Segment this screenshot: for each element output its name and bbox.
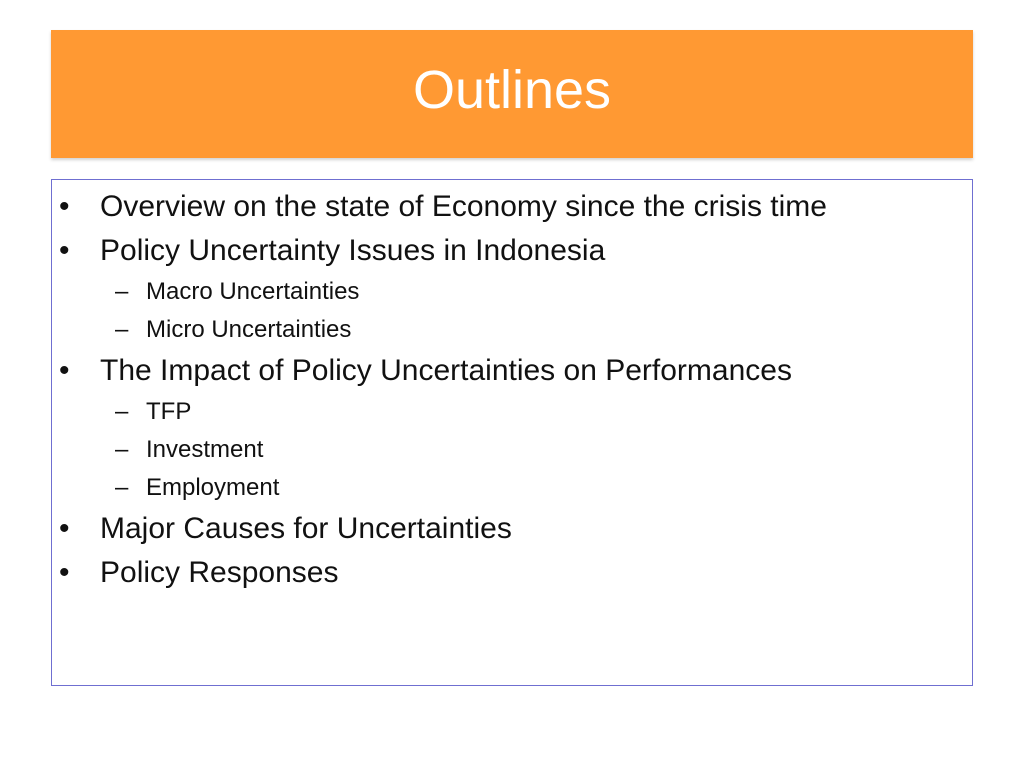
sub-list-item-text: Macro Uncertainties [146, 278, 360, 305]
dash-icon: – [115, 436, 129, 463]
title-bar [51, 30, 973, 158]
bullet-icon: • [59, 556, 70, 589]
sub-list-item [52, 314, 972, 345]
bullet-icon: • [59, 234, 70, 267]
list-item-text: Overview on the state of Economy since the crisis time [100, 190, 827, 223]
outline-list [52, 188, 972, 591]
sub-list-item [52, 434, 972, 465]
sub-list-item-text: Investment [146, 436, 264, 463]
bullet-icon: • [59, 512, 70, 545]
list-item [52, 352, 972, 389]
list-item-text: Policy Uncertainty Issues in Indonesia [100, 234, 606, 267]
list-item [52, 188, 972, 225]
list-item-text: The Impact of Policy Uncertainties on Performances [100, 354, 792, 387]
list-item [52, 510, 972, 547]
list-item [52, 232, 972, 269]
dash-icon: – [115, 474, 129, 501]
bullet-icon: • [59, 354, 70, 387]
sub-list-item-text: TFP [146, 398, 192, 425]
slide-title: Outlines [412, 60, 612, 120]
sub-list-item-text: Employment [146, 474, 280, 501]
sub-list-item [52, 276, 972, 307]
content-box [51, 179, 973, 686]
dash-icon: – [115, 316, 129, 343]
bullet-icon: • [59, 190, 70, 223]
dash-icon: – [115, 398, 129, 425]
dash-icon: – [115, 278, 129, 305]
sub-list-item [52, 472, 972, 503]
list-item-text: Policy Responses [100, 556, 339, 589]
sub-list-item [52, 396, 972, 427]
sub-list-item-text: Micro Uncertainties [146, 316, 352, 343]
list-item-text: Major Causes for Uncertainties [100, 512, 512, 545]
list-item [52, 554, 972, 591]
